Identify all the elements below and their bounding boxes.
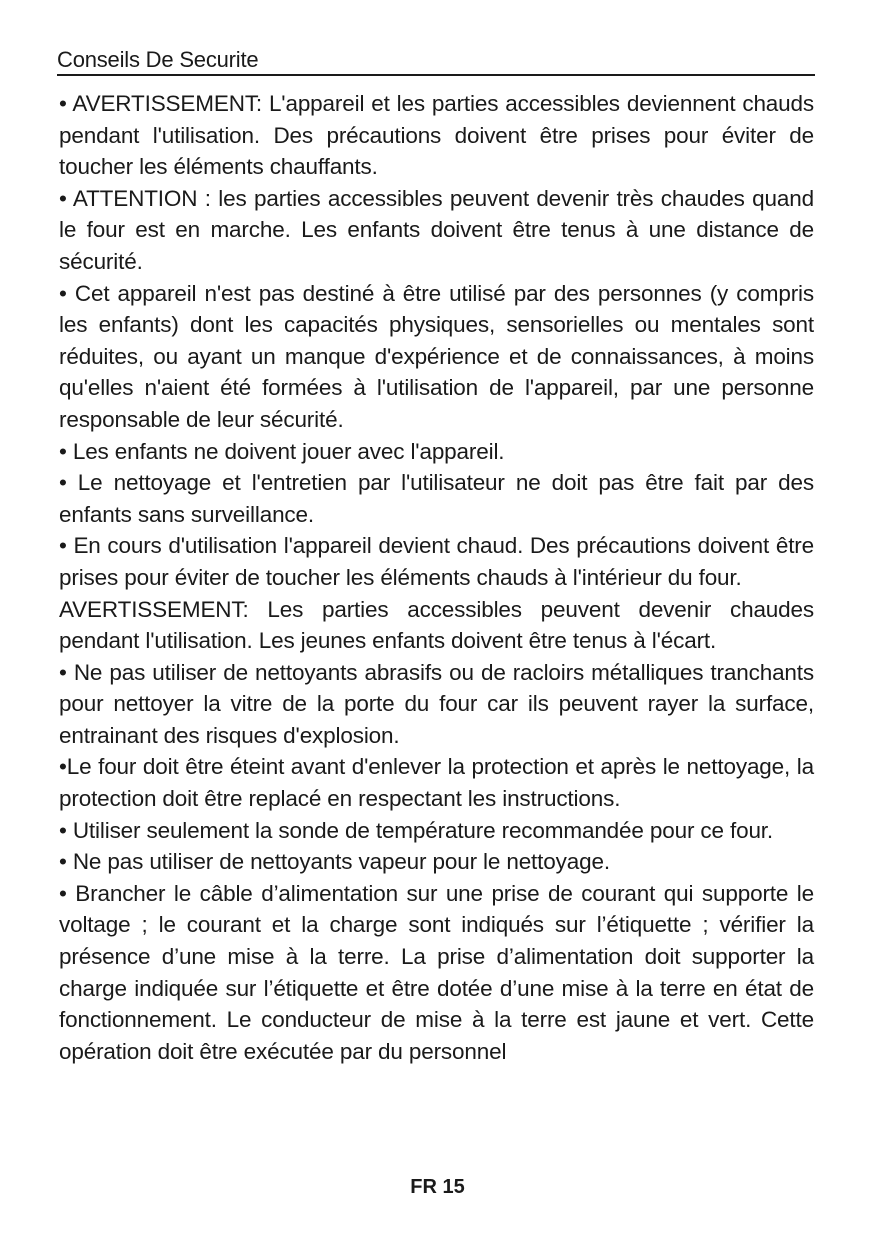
paragraph-warning-hot-parts: • AVERTISSEMENT: L'appareil et les parties accessibles deviennent chauds pendant l'utilisation. Des précautions doivent être prises pour éviter de toucher les éléments chauffants. — [59, 91, 814, 180]
safety-text-body — [59, 88, 814, 1067]
page-header — [57, 46, 815, 76]
paragraph-power-cable: • Brancher le câble d’alimentation sur une prise de courant qui supporte le voltage ; le courant et la charge sont indiqués sur l’étiquette ; vérifier la présence d’une mise à la terre. La prise d’alimentation doit supporter la charge indiquée sur l’étiquette et être dotée d’une mise à la terre en état de fonctionnement. Le conducteur de mise à la terre est jaune et vert. Cette opération doit être exécutée par du personnel — [59, 880, 814, 1064]
page-title: Conseils De Securite — [57, 47, 259, 72]
paragraph-oven-off-protection: •Le four doit être éteint avant d'enlever la protection et après le nettoyage, la protection doit être replacé en respectant les instructions. — [59, 754, 814, 812]
paragraph-abrasive-cleaners: • Ne pas utiliser de nettoyants abrasifs ou de racloirs métalliques tranchants pour nettoyer la vitre de la porte du four car ils peuvent rayer la surface, entrainant des risques d'explosion. — [59, 659, 814, 748]
paragraph-attention-oven-hot: • ATTENTION : les parties accessibles peuvent devenir très chaudes quand le four est en marche. Les enfants doivent être tenus à une distance de sécurité. — [59, 185, 814, 274]
paragraph-steam-cleaners: • Ne pas utiliser de nettoyants vapeur pour le nettoyage. — [59, 849, 610, 875]
paragraph-reduced-capacities: • Cet appareil n'est pas destiné à être utilisé par des personnes (y compris les enfants) dont les capacités physiques, sensorielles ou mentales sont réduites, ou ayant un manque d'expérience et de connaissances, à moins qu'elles n'aient été formées à l'utilisation de l'appareil, par une personne responsable de leur sécurité. — [59, 280, 814, 432]
paragraph-children-play: • Les enfants ne doivent jouer avec l'appareil. — [59, 438, 505, 464]
paragraph-temperature-probe: • Utiliser seulement la sonde de température recommandée pour ce four. — [59, 817, 774, 843]
page-number: FR 15 — [410, 1176, 465, 1198]
paragraph-cleaning-children: • Le nettoyage et l'entretien par l'utilisateur ne doit pas être fait par des enfants sans surveillance. — [59, 470, 814, 527]
paragraph-warning-young-children: AVERTISSEMENT: Les parties accessibles peuvent devenir chaudes pendant l'utilisation. Les jeunes enfants doivent être tenus à l'écart. — [59, 596, 814, 654]
paragraph-device-hot-in-use: • En cours d'utilisation l'appareil devient chaud. Des précautions doivent être prises pour éviter de toucher les éléments chauds à l'intérieur du four. — [59, 533, 814, 590]
